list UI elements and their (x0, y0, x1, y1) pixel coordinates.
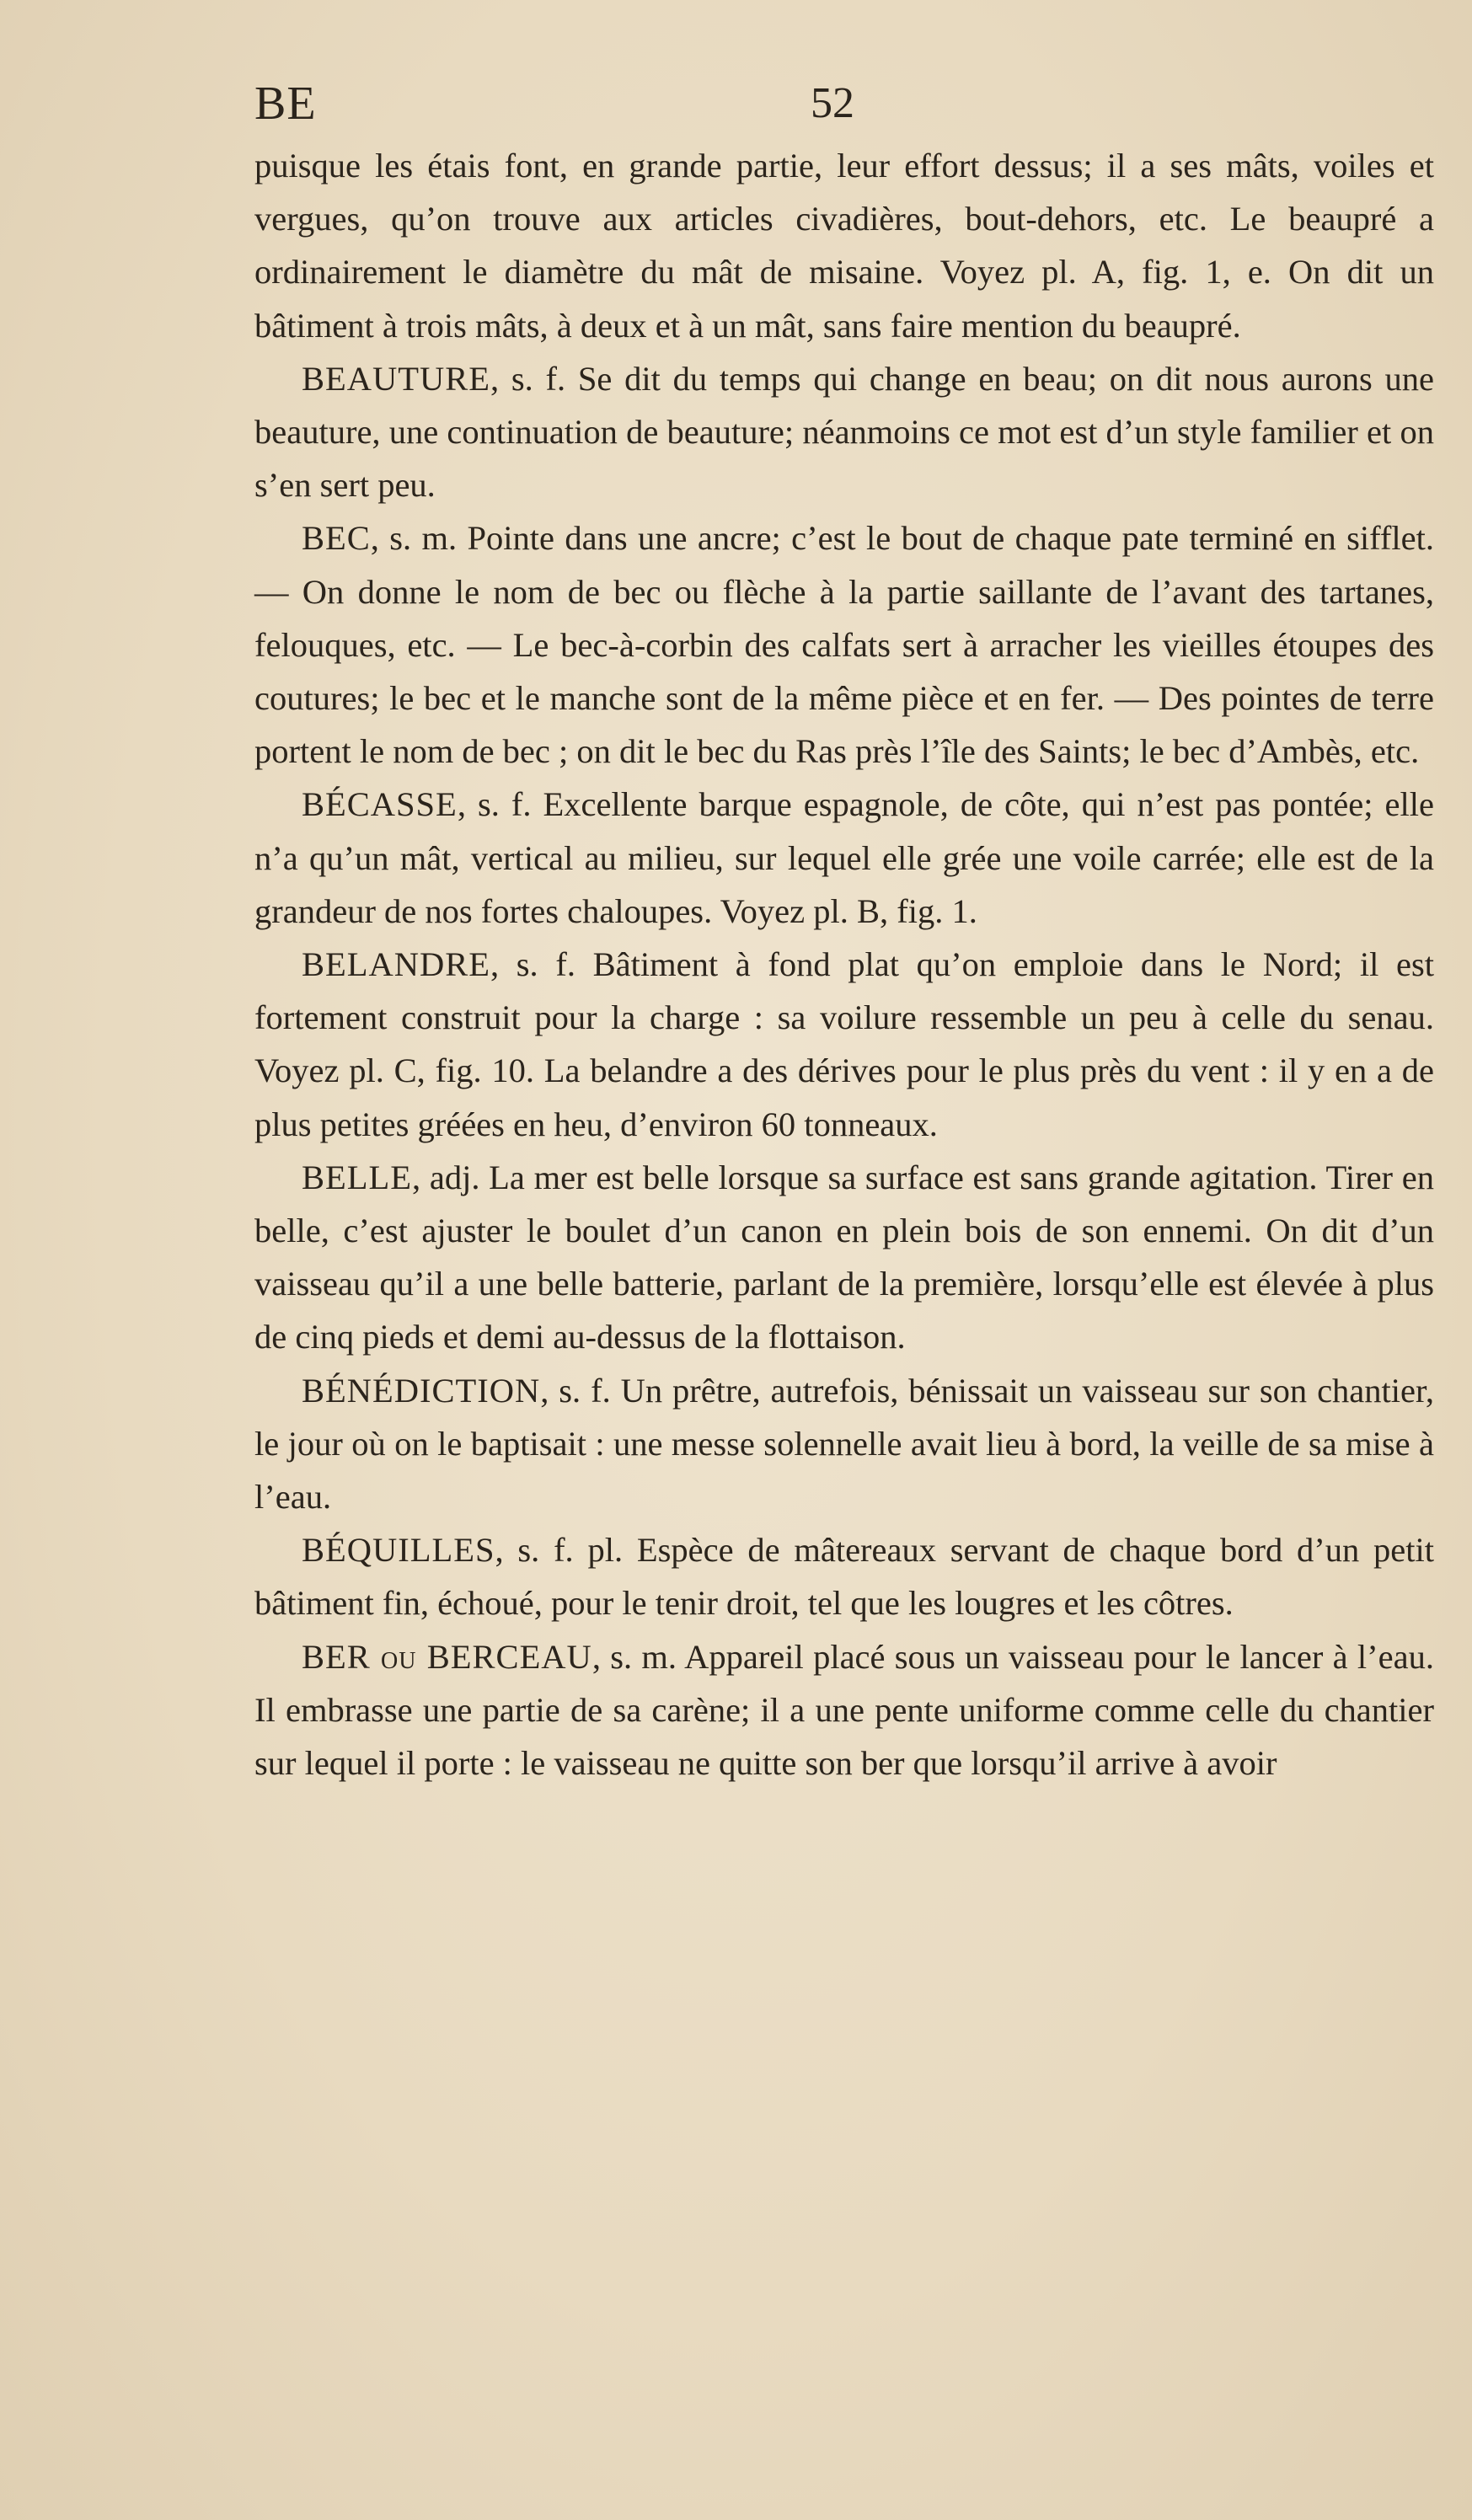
entry-headword: BELLE (302, 1158, 412, 1196)
entry-ber (254, 1630, 1434, 1790)
entry-headword: BEAUTURE (302, 359, 490, 398)
entry-headword: BELANDRE (302, 945, 490, 984)
entry-text: puisque les étais font, en grande partie, leur effort dessus; il a ses mâts, voiles et vergues, qu’on trouve aux articles civadières, bout-dehors, etc. Le beaupré a ordinairement le diamètre du mât de misaine. Voyez pl. A, fig. 1, e. On dit un bâtiment à trois mâts, à deux et à un mât, sans faire mention du beaupré. (254, 147, 1434, 345)
entry-headword: BEC (302, 519, 371, 558)
entry-bequilles (254, 1523, 1434, 1629)
entry-text: , s. f. pl. Espèce de mâtereaux servant de chaque bord d’un petit bâtiment fin, échoué, pour le tenir droit, tel que les lougres et les côtres. (254, 1531, 1434, 1623)
entry-benediction (254, 1364, 1434, 1524)
running-head: BE (254, 78, 317, 130)
entry-headword: BER ou BERCEAU (302, 1637, 592, 1676)
entry-headword: BÉQUILLES (302, 1531, 495, 1570)
entry-text: , s. m. Pointe dans une ancre; c’est le bout de chaque pate terminé en sifflet. — On donne le nom de bec ou flèche à la partie saillante de l’avant des tartanes, felouques, etc. — Le bec-à-corbin des calfats sert à arracher les vieilles étoupes des coutures; le bec et le manche sont de la même pièce et en fer. — Des pointes de terre portent le nom de bec ; on dit le bec du Ras près l’île des Saints; le bec d’Ambès, etc. (254, 519, 1434, 771)
page-number: 52 (811, 79, 854, 127)
body-text (254, 139, 1434, 1790)
entry-text: , s. f. Excellente barque espagnole, de côte, qui n’est pas pontée; elle n’a qu’un mât, vertical au milieu, sur lequel elle grée une voile carrée; elle est de la grandeur de nos fortes chaloupes. Voyez pl. B, fig. 1. (254, 785, 1434, 930)
entry-bec (254, 511, 1434, 778)
entry-text: , s. f. Un prêtre, autrefois, bénissait un vaisseau sur son chantier, le jour où on le baptisait : une messe solennelle avait lieu à bord, la veille de sa mise à l’eau. (254, 1371, 1434, 1517)
entry-text: , adj. La mer est belle lorsque sa surface est sans grande agitation. Tirer en belle, c’est ajuster le boulet d’un canon en plein bois de son ennemi. On dit d’un vaisseau qu’il a une belle batterie, parlant de la première, lorsqu’elle est élevée à plus de cinq pieds et demi au-dessus de la flottaison. (254, 1158, 1434, 1356)
entry-continuation (254, 139, 1434, 352)
entry-text: , s. m. Appareil placé sous un vaisseau pour le lancer à l’eau. Il embrasse une partie de sa carène; il a une pente uniforme comme celle du chantier sur lequel il porte : le vaisseau ne quitte son ber que lorsqu’il arrive à avoir (254, 1637, 1434, 1783)
entry-beauture (254, 352, 1434, 512)
entry-belle (254, 1151, 1434, 1364)
entry-text: , s. f. Se dit du temps qui change en beau; on dit nous aurons une beauture, une continuation de beauture; néanmoins ce mot est d’un style familier et on s’en sert peu. (254, 359, 1434, 505)
entry-text: , s. f. Bâtiment à fond plat qu’on emploie dans le Nord; il est fortement construit pour la charge : sa voilure ressemble un peu à celle du senau. Voyez pl. C, fig. 10. La belandre a des dérives pour le plus près du vent : il y en a de plus petites gréées en heu, d’environ 60 tonneaux. (254, 945, 1434, 1143)
page-header (254, 74, 1434, 133)
entry-becasse (254, 778, 1434, 938)
entry-headword: BÉNÉDICTION (302, 1371, 541, 1410)
entry-headword: BÉCASSE (302, 785, 458, 824)
entry-belandre (254, 938, 1434, 1151)
